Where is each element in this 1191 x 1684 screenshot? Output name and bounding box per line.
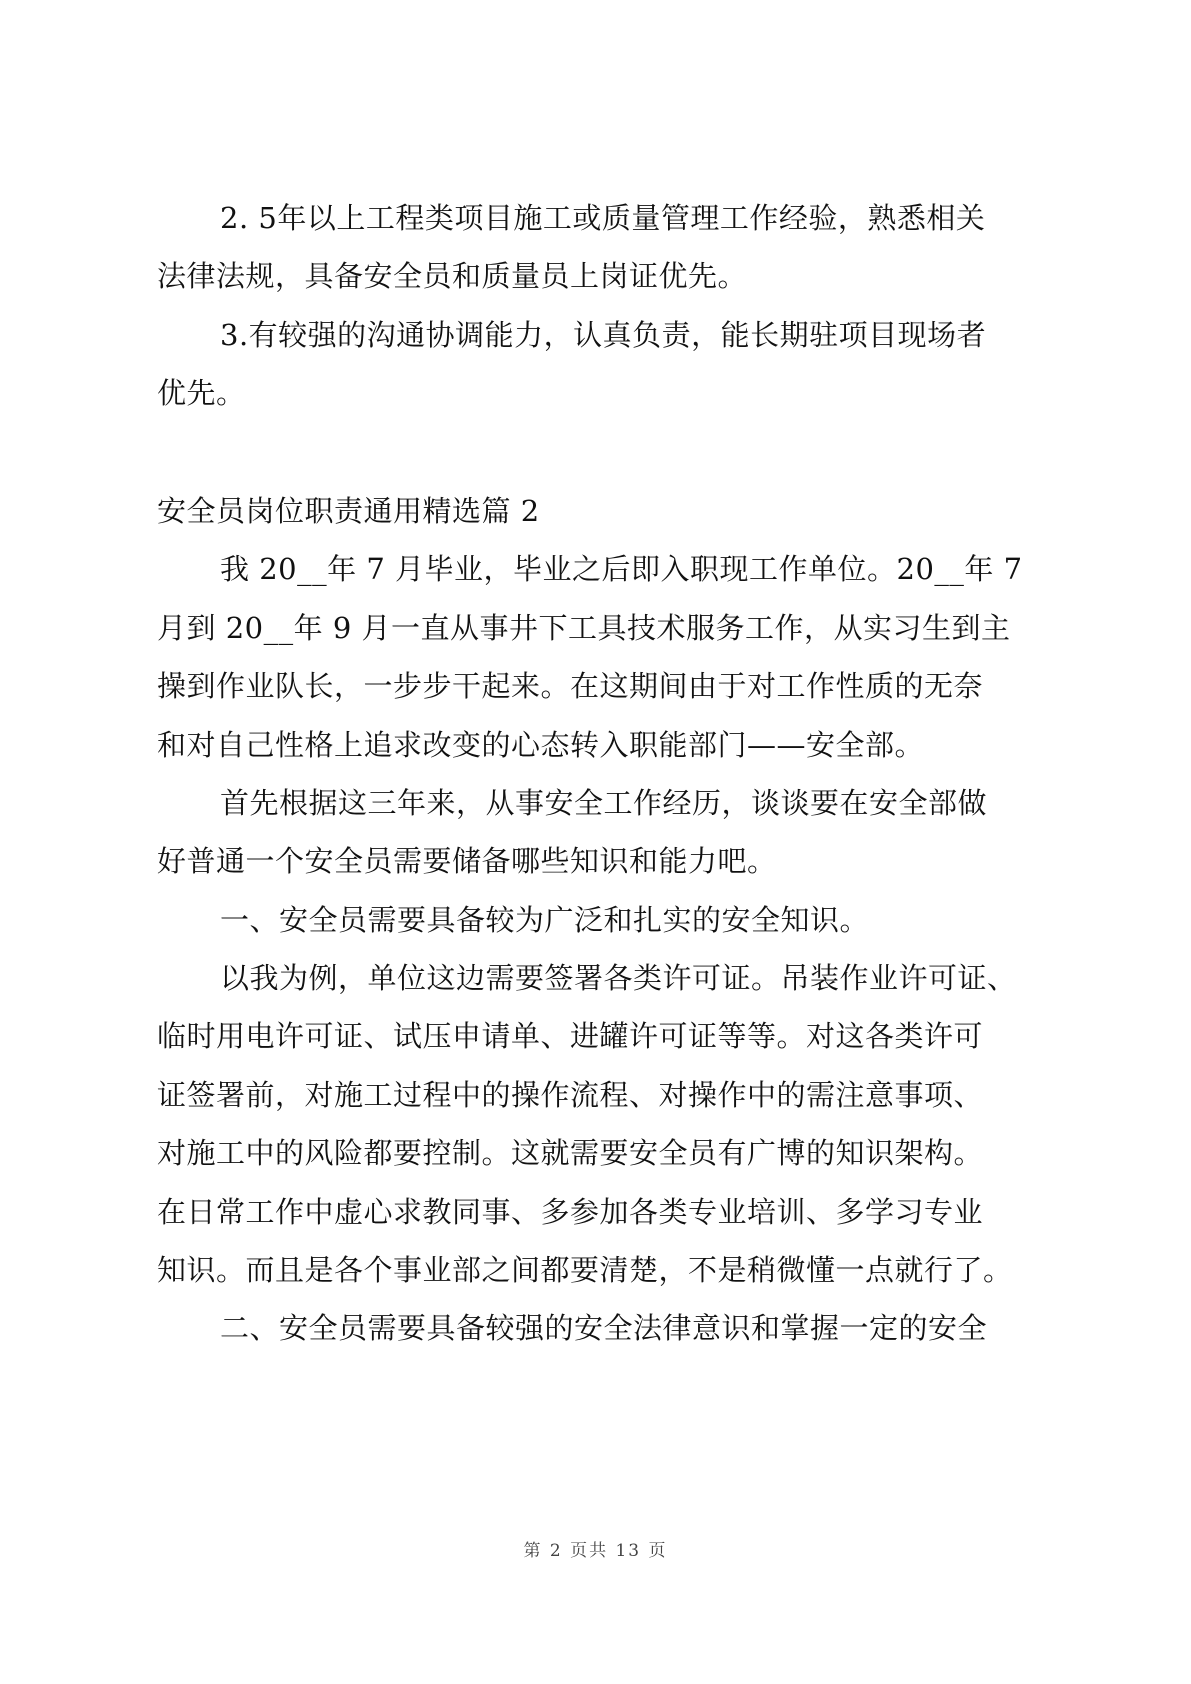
first-paragraph-line-1: 首先根据这三年来，从事安全工作经历，谈谈要在安全部做 xyxy=(220,786,988,820)
intro-paragraph-line-3: 操到作业队长，一步步干起来。在这期间由于对工作性质的无奈 xyxy=(157,669,984,703)
intro-paragraph-line-1: 我 20__年 7 月毕业，毕业之后即入职现工作单位。20__年 7 xyxy=(220,552,1023,586)
point-1-heading: 一、安全员需要具备较为广泛和扎实的安全知识。 xyxy=(220,903,870,937)
intro-paragraph-line-4: 和对自己性格上追求改变的心态转入职能部门——安全部。 xyxy=(157,728,925,762)
example-paragraph-line-4: 对施工中的风险都要控制。这就需要安全员有广博的知识架构。 xyxy=(157,1136,984,1170)
section-heading: 安全员岗位职责通用精选篇 2 xyxy=(157,494,540,528)
requirement-3-line-1: 3.有较强的沟通协调能力，认真负责，能长期驻项目现场者 xyxy=(220,318,987,352)
requirement-2-line-2: 法律法规，具备安全员和质量员上岗证优先。 xyxy=(157,259,748,293)
page-footer: 第 2 页共 13 页 xyxy=(523,1541,668,1561)
example-paragraph-line-1: 以我为例，单位这边需要签署各类许可证。吊装作业许可证、 xyxy=(220,961,1017,995)
example-paragraph-line-5: 在日常工作中虚心求教同事、多参加各类专业培训、多学习专业 xyxy=(157,1195,984,1229)
requirement-2-line-1: 2. 5年以上工程类项目施工或质量管理工作经验，熟悉相关 xyxy=(220,201,986,235)
example-paragraph-line-2: 临时用电许可证、试压申请单、进罐许可证等等。对这各类许可 xyxy=(157,1019,984,1053)
intro-paragraph-line-2: 月到 20__年 9 月一直从事井下工具技术服务工作，从实习生到主 xyxy=(157,611,1011,645)
example-paragraph-line-3: 证签署前，对施工过程中的操作流程、对操作中的需注意事项、 xyxy=(157,1078,984,1112)
first-paragraph-line-2: 好普通一个安全员需要储备哪些知识和能力吧。 xyxy=(157,844,777,878)
point-2-heading: 二、安全员需要具备较强的安全法律意识和掌握一定的安全 xyxy=(220,1311,988,1345)
example-paragraph-line-6: 知识。而且是各个事业部之间都要清楚，不是稍微懂一点就行了。 xyxy=(157,1253,1013,1287)
requirement-3-line-2: 优先。 xyxy=(157,376,246,410)
